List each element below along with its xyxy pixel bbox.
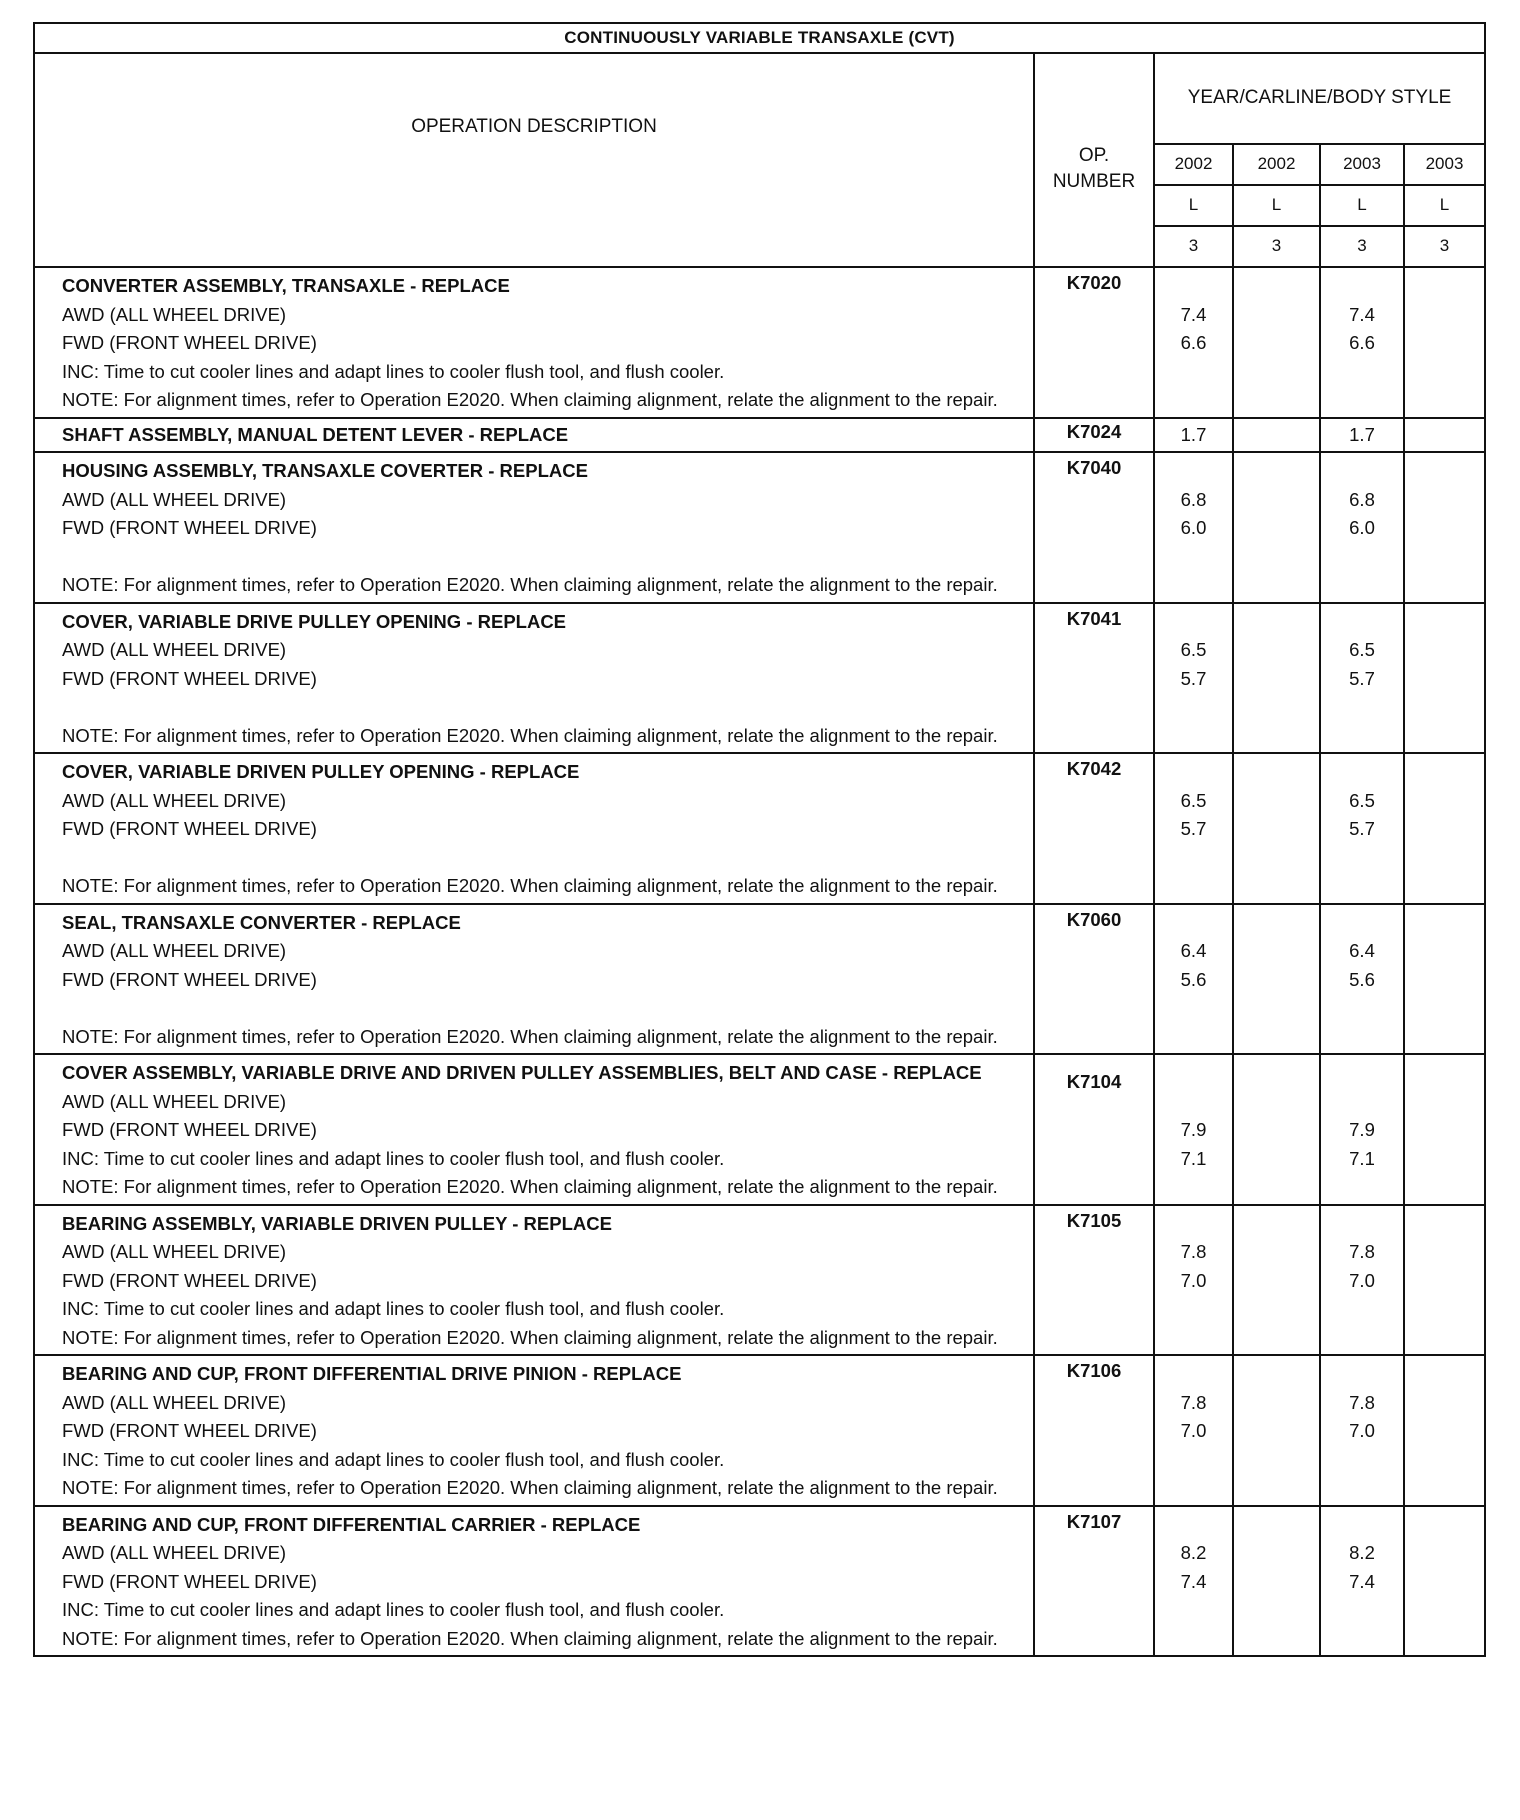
table-row (34, 267, 1485, 418)
table-title: CONTINUOUSLY VARIABLE TRANSAXLE (CVT) (34, 23, 1485, 53)
operation-description (34, 753, 1034, 904)
header-year-carline-body: YEAR/CARLINE/BODY STYLE (1154, 53, 1485, 144)
value-fwd: 7.1 (1180, 1147, 1207, 1169)
value-2002-b (1233, 452, 1320, 603)
header-operation-description: OPERATION DESCRIPTION (34, 53, 1034, 267)
header-body: 3 (1320, 226, 1404, 267)
value-2002-b (1233, 904, 1320, 1055)
note-line: NOTE: For alignment times, refer to Operation E2020. When claiming alignment, relate the alignment to the repair. (62, 724, 998, 746)
operation-heading: SHAFT ASSEMBLY, MANUAL DETENT LEVER - REPLACE (62, 423, 569, 445)
table-row (34, 603, 1485, 754)
value-2003-a (1320, 753, 1404, 904)
operation-heading: BEARING AND CUP, FRONT DIFFERENTIAL DRIVE PINION - REPLACE (62, 1363, 682, 1384)
value-2002-b (1233, 1054, 1320, 1205)
value-2003-b (1404, 267, 1485, 418)
value-awd: 6.5 (1349, 639, 1375, 660)
value-2002-a (1154, 1355, 1233, 1506)
value-fwd: 5.7 (1349, 667, 1375, 689)
value-2003-b (1404, 452, 1485, 603)
inc-line: INC: Time to cut cooler lines and adapt lines to cooler flush tool, and flush cooler. (62, 1448, 725, 1470)
value-fwd: 6.6 (1180, 332, 1207, 353)
table-row (34, 753, 1485, 904)
header-body: 3 (1404, 226, 1485, 267)
operation-description (34, 1355, 1034, 1506)
table-row (34, 1054, 1485, 1205)
value-fwd: 6.0 (1180, 517, 1207, 538)
table-row (34, 1205, 1485, 1356)
op-number: K7024 (1034, 418, 1154, 453)
value-fwd: 6.0 (1349, 517, 1375, 538)
operation-heading: COVER, VARIABLE DRIVE PULLEY OPENING - REPLACE (62, 610, 567, 632)
op-number: K7042 (1034, 753, 1154, 904)
value-2002-a (1154, 603, 1233, 754)
operation-heading: BEARING AND CUP, FRONT DIFFERENTIAL CARRIER - REPLACE (62, 1513, 641, 1535)
operation-description (34, 418, 1034, 453)
operation-heading: SEAL, TRANSAXLE CONVERTER - REPLACE (62, 911, 461, 933)
operation-description (34, 1054, 1034, 1205)
value-fwd: 5.7 (1180, 667, 1207, 689)
value-2003-b (1404, 1054, 1485, 1205)
value-awd: 7.9 (1349, 1119, 1375, 1140)
note-line: NOTE: For alignment times, refer to Operation E2020. When claiming alignment, relate the alignment to the repair. (62, 875, 998, 896)
value-awd: 6.5 (1180, 789, 1207, 811)
header-year: 2002 (1233, 144, 1320, 185)
operation-heading: CONVERTER ASSEMBLY, TRANSAXLE - REPLACE (62, 275, 510, 296)
title-row (34, 23, 1485, 53)
value-fwd: 5.7 (1180, 818, 1207, 839)
op-number: K7105 (1034, 1205, 1154, 1356)
operation-heading: BEARING ASSEMBLY, VARIABLE DRIVEN PULLEY - REPLACE (62, 1212, 612, 1234)
fwd-line: FWD (FRONT WHEEL DRIVE) (62, 332, 317, 353)
value-fwd: 7.0 (1349, 1269, 1375, 1291)
table-row (34, 1355, 1485, 1506)
fwd-line: FWD (FRONT WHEEL DRIVE) (62, 1570, 317, 1592)
inc-line: INC: Time to cut cooler lines and adapt lines to cooler flush tool, and flush cooler. (62, 1599, 725, 1620)
value-2002-a: 1.7 (1154, 418, 1233, 453)
value-2002-b (1233, 603, 1320, 754)
header-body: 3 (1233, 226, 1320, 267)
inc-line: INC: Time to cut cooler lines and adapt lines to cooler flush tool, and flush cooler. (62, 1147, 725, 1169)
value-2002-b (1233, 1355, 1320, 1506)
awd-line: AWD (ALL WHEEL DRIVE) (62, 1241, 287, 1262)
note-line: NOTE: For alignment times, refer to Operation E2020. When claiming alignment, relate the alignment to the repair. (62, 1025, 998, 1047)
header-carline: L (1320, 185, 1404, 226)
value-2002-a (1154, 267, 1233, 418)
awd-line: AWD (ALL WHEEL DRIVE) (62, 789, 287, 811)
value-2003-a (1320, 904, 1404, 1055)
value-fwd: 6.6 (1349, 332, 1375, 353)
value-2003-a (1320, 1506, 1404, 1657)
note-line: NOTE: For alignment times, refer to Operation E2020. When claiming alignment, relate the alignment to the repair. (62, 1176, 998, 1197)
value-2002-a (1154, 1205, 1233, 1356)
header-carline: L (1404, 185, 1485, 226)
note-line: NOTE: For alignment times, refer to Operation E2020. When claiming alignment, relate the alignment to the repair. (62, 574, 998, 595)
value-2002-a (1154, 452, 1233, 603)
note-line: NOTE: For alignment times, refer to Operation E2020. When claiming alignment, relate the alignment to the repair. (62, 389, 998, 410)
value-fwd: 5.7 (1349, 818, 1375, 839)
value-awd: 6.8 (1349, 488, 1375, 510)
header-op-line1: OP. (1078, 145, 1110, 166)
operation-heading: HOUSING ASSEMBLY, TRANSAXLE COVERTER - REPLACE (62, 460, 588, 481)
inc-line: INC: Time to cut cooler lines and adapt lines to cooler flush tool, and flush cooler. (62, 1298, 725, 1319)
value-awd: 6.5 (1180, 639, 1207, 660)
value-2003-b (1404, 753, 1485, 904)
inc-line: INC: Time to cut cooler lines and adapt lines to cooler flush tool, and flush cooler. (62, 360, 725, 382)
fwd-line: FWD (FRONT WHEEL DRIVE) (62, 818, 317, 839)
op-number: K7020 (1034, 267, 1154, 418)
operation-description (34, 267, 1034, 418)
value-2003-b (1404, 418, 1485, 453)
value-awd: 7.4 (1349, 303, 1375, 325)
value-awd: 6.5 (1349, 789, 1375, 811)
value-2003-a (1320, 1054, 1404, 1205)
awd-line: AWD (ALL WHEEL DRIVE) (62, 303, 287, 325)
value-2003-b (1404, 1506, 1485, 1657)
value-awd: 7.4 (1180, 303, 1207, 325)
value-2002-a (1154, 1506, 1233, 1657)
value-2003-a (1320, 1355, 1404, 1506)
header-carline: L (1233, 185, 1320, 226)
value-awd: 7.8 (1349, 1241, 1375, 1262)
fwd-line: FWD (FRONT WHEEL DRIVE) (62, 968, 317, 990)
op-number: K7060 (1034, 904, 1154, 1055)
table-row (34, 904, 1485, 1055)
fwd-line: FWD (FRONT WHEEL DRIVE) (62, 1119, 317, 1140)
value-fwd: 7.0 (1349, 1420, 1375, 1441)
operation-description (34, 1506, 1034, 1657)
fwd-line: FWD (FRONT WHEEL DRIVE) (62, 667, 317, 689)
value-awd: 6.4 (1180, 940, 1207, 961)
awd-line: AWD (ALL WHEEL DRIVE) (62, 1542, 287, 1563)
value-2003-a (1320, 452, 1404, 603)
value-2003-b (1404, 1205, 1485, 1356)
value-2002-a (1154, 904, 1233, 1055)
fwd-line: FWD (FRONT WHEEL DRIVE) (62, 1420, 317, 1441)
op-number: K7040 (1034, 452, 1154, 603)
op-number: K7106 (1034, 1355, 1154, 1506)
value-awd: 8.2 (1349, 1542, 1375, 1563)
labor-time-sheet (33, 22, 1484, 1657)
value-fwd: 5.6 (1349, 968, 1375, 990)
awd-line: AWD (ALL WHEEL DRIVE) (62, 639, 287, 660)
operation-description (34, 603, 1034, 754)
op-number: K7041 (1034, 603, 1154, 754)
value-2003-a (1320, 603, 1404, 754)
header-op-number (1034, 53, 1154, 267)
awd-line: AWD (ALL WHEEL DRIVE) (62, 488, 287, 510)
operation-heading: COVER, VARIABLE DRIVEN PULLEY OPENING - REPLACE (62, 761, 580, 782)
value-awd: 7.8 (1180, 1391, 1207, 1413)
value-2002-b (1233, 418, 1320, 453)
op-number: K7107 (1034, 1506, 1154, 1657)
operation-description (34, 904, 1034, 1055)
value-fwd: 7.4 (1180, 1570, 1207, 1592)
note-line: NOTE: For alignment times, refer to Operation E2020. When claiming alignment, relate the alignment to the repair. (62, 1477, 998, 1498)
value-fwd: 7.1 (1349, 1147, 1375, 1169)
value-awd: 8.2 (1180, 1542, 1207, 1563)
awd-line: AWD (ALL WHEEL DRIVE) (62, 940, 287, 961)
awd-line: AWD (ALL WHEEL DRIVE) (62, 1391, 287, 1413)
header-year: 2003 (1320, 144, 1404, 185)
table-row (34, 452, 1485, 603)
value-2003-a (1320, 1205, 1404, 1356)
value-2002-b (1233, 1205, 1320, 1356)
operation-description (34, 1205, 1034, 1356)
value-2002-b (1233, 267, 1320, 418)
header-year: 2002 (1154, 144, 1233, 185)
labor-time-table (33, 22, 1486, 1657)
note-line: NOTE: For alignment times, refer to Operation E2020. When claiming alignment, relate the alignment to the repair. (62, 1326, 998, 1348)
value-fwd: 7.0 (1180, 1420, 1207, 1441)
value-awd: 6.8 (1180, 488, 1207, 510)
value-2003-b (1404, 1355, 1485, 1506)
value-2002-b (1233, 1506, 1320, 1657)
value-fwd: 5.6 (1180, 968, 1207, 990)
header-row-1 (34, 53, 1485, 144)
note-line: NOTE: For alignment times, refer to Operation E2020. When claiming alignment, relate the alignment to the repair. (62, 1627, 998, 1649)
value-fwd: 7.0 (1180, 1269, 1207, 1291)
fwd-line: FWD (FRONT WHEEL DRIVE) (62, 1269, 317, 1291)
value-awd: 6.4 (1349, 940, 1375, 961)
header-carline: L (1154, 185, 1233, 226)
value-awd: 7.8 (1349, 1391, 1375, 1413)
header-year: 2003 (1404, 144, 1485, 185)
header-body: 3 (1154, 226, 1233, 267)
header-op-line2: NUMBER (1052, 171, 1136, 192)
value-2003-b (1404, 904, 1485, 1055)
awd-line: AWD (ALL WHEEL DRIVE) (62, 1090, 287, 1112)
table-row (34, 1506, 1485, 1657)
table-row (34, 418, 1485, 453)
value-2002-a (1154, 753, 1233, 904)
value-2002-a (1154, 1054, 1233, 1205)
value-awd: 7.8 (1180, 1241, 1207, 1262)
value-2003-a (1320, 267, 1404, 418)
value-fwd: 7.4 (1349, 1570, 1375, 1592)
value-2002-b (1233, 753, 1320, 904)
fwd-line: FWD (FRONT WHEEL DRIVE) (62, 517, 317, 538)
operation-heading: COVER ASSEMBLY, VARIABLE DRIVE AND DRIVEN PULLEY ASSEMBLIES, BELT AND CASE - REPLACE (62, 1062, 982, 1083)
op-number: K7104 (1034, 1054, 1154, 1205)
value-awd: 7.9 (1180, 1119, 1207, 1140)
operation-description (34, 452, 1034, 603)
value-2003-b (1404, 603, 1485, 754)
value-2003-a: 1.7 (1320, 418, 1404, 453)
